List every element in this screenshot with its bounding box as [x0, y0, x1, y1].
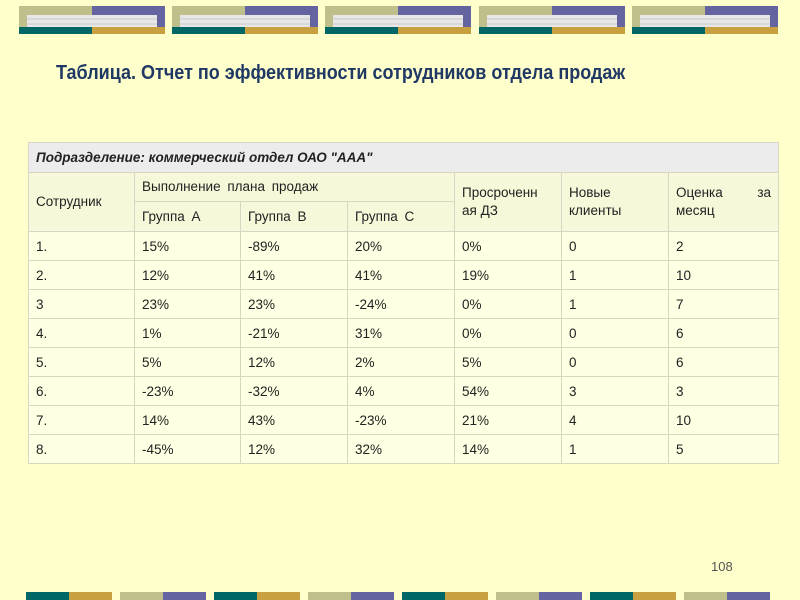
- header-rating: Оценка за месяц: [669, 173, 779, 232]
- report-table: [28, 142, 779, 464]
- table-cell: 54%: [455, 377, 562, 406]
- table-cell: 2.: [29, 261, 135, 290]
- table-cell: 31%: [348, 319, 455, 348]
- table-cell: 2: [669, 232, 779, 261]
- table-cell: 5: [669, 435, 779, 464]
- table-cell: 1: [562, 435, 669, 464]
- header-plan: Выполнение плана продаж: [135, 173, 455, 202]
- table-cell: 7.: [29, 406, 135, 435]
- table-row: [29, 377, 779, 406]
- table-cell: 32%: [348, 435, 455, 464]
- table-cell: 4%: [348, 377, 455, 406]
- table-cell: 23%: [241, 290, 348, 319]
- table-cell: 6: [669, 348, 779, 377]
- table-cell: 1: [562, 290, 669, 319]
- table-row: [29, 319, 779, 348]
- table-cell: 3: [29, 290, 135, 319]
- table-cell: -89%: [241, 232, 348, 261]
- table-cell: 2%: [348, 348, 455, 377]
- table-row: [29, 435, 779, 464]
- decor-segment: [26, 592, 112, 600]
- table-cell: 20%: [348, 232, 455, 261]
- decor-block: [479, 6, 625, 34]
- table-row: [29, 290, 779, 319]
- table-cell: -21%: [241, 319, 348, 348]
- table-cell: 19%: [455, 261, 562, 290]
- table-cell: 0: [562, 319, 669, 348]
- decor-segment: [684, 592, 770, 600]
- decor-segment: [496, 592, 582, 600]
- table-cell: 41%: [348, 261, 455, 290]
- table-cell: 1: [562, 261, 669, 290]
- table-cell: 1.: [29, 232, 135, 261]
- table-body: [29, 232, 779, 464]
- header-new-clients: Новые клиенты: [562, 173, 669, 232]
- table-cell: -45%: [135, 435, 241, 464]
- table-cell: 0%: [455, 319, 562, 348]
- decor-block: [19, 6, 165, 34]
- header-overdue: Просроченн ая ДЗ: [455, 173, 562, 232]
- decor-segment: [308, 592, 394, 600]
- table-cell: 4: [562, 406, 669, 435]
- table-cell: -23%: [135, 377, 241, 406]
- table-cell: -24%: [348, 290, 455, 319]
- decor-block: [632, 6, 778, 34]
- table-cell: 12%: [135, 261, 241, 290]
- table-cell: 1%: [135, 319, 241, 348]
- table-cell: 0%: [455, 232, 562, 261]
- table-row: [29, 406, 779, 435]
- table-cell: 6: [669, 319, 779, 348]
- table-caption: Подразделение: коммерческий отдел ОАО "ААА": [29, 143, 779, 173]
- table-cell: -23%: [348, 406, 455, 435]
- table-cell: 5.: [29, 348, 135, 377]
- page-title: Таблица. Отчет по эффективности сотрудников отдела продаж: [56, 62, 626, 84]
- table-cell: 12%: [241, 348, 348, 377]
- table-cell: 4.: [29, 319, 135, 348]
- header-group-b: Группа В: [241, 202, 348, 232]
- table-cell: 10: [669, 406, 779, 435]
- table-cell: 6.: [29, 377, 135, 406]
- table-cell: 23%: [135, 290, 241, 319]
- header-employee: Сотрудник: [29, 173, 135, 232]
- table-row: [29, 348, 779, 377]
- table-cell: 3: [562, 377, 669, 406]
- table-cell: 43%: [241, 406, 348, 435]
- bottom-decoration: [26, 592, 786, 600]
- table-cell: 7: [669, 290, 779, 319]
- table-cell: -32%: [241, 377, 348, 406]
- table-cell: 10: [669, 261, 779, 290]
- table-cell: 5%: [135, 348, 241, 377]
- page-number: 108: [711, 559, 733, 574]
- decor-segment: [590, 592, 676, 600]
- table-cell: 3: [669, 377, 779, 406]
- table-row: [29, 261, 779, 290]
- table-cell: 21%: [455, 406, 562, 435]
- decor-block: [325, 6, 471, 34]
- table-cell: 5%: [455, 348, 562, 377]
- table-cell: 12%: [241, 435, 348, 464]
- table-cell: 41%: [241, 261, 348, 290]
- decor-segment: [402, 592, 488, 600]
- table-cell: 0%: [455, 290, 562, 319]
- header-group-c: Группа С: [348, 202, 455, 232]
- table-cell: 0: [562, 348, 669, 377]
- table-cell: 8.: [29, 435, 135, 464]
- header-group-a: Группа А: [135, 202, 241, 232]
- decor-segment: [120, 592, 206, 600]
- table-cell: 0: [562, 232, 669, 261]
- table-cell: 14%: [135, 406, 241, 435]
- table-cell: 15%: [135, 232, 241, 261]
- decor-segment: [214, 592, 300, 600]
- table-row: [29, 232, 779, 261]
- table-cell: 14%: [455, 435, 562, 464]
- decor-block: [172, 6, 318, 34]
